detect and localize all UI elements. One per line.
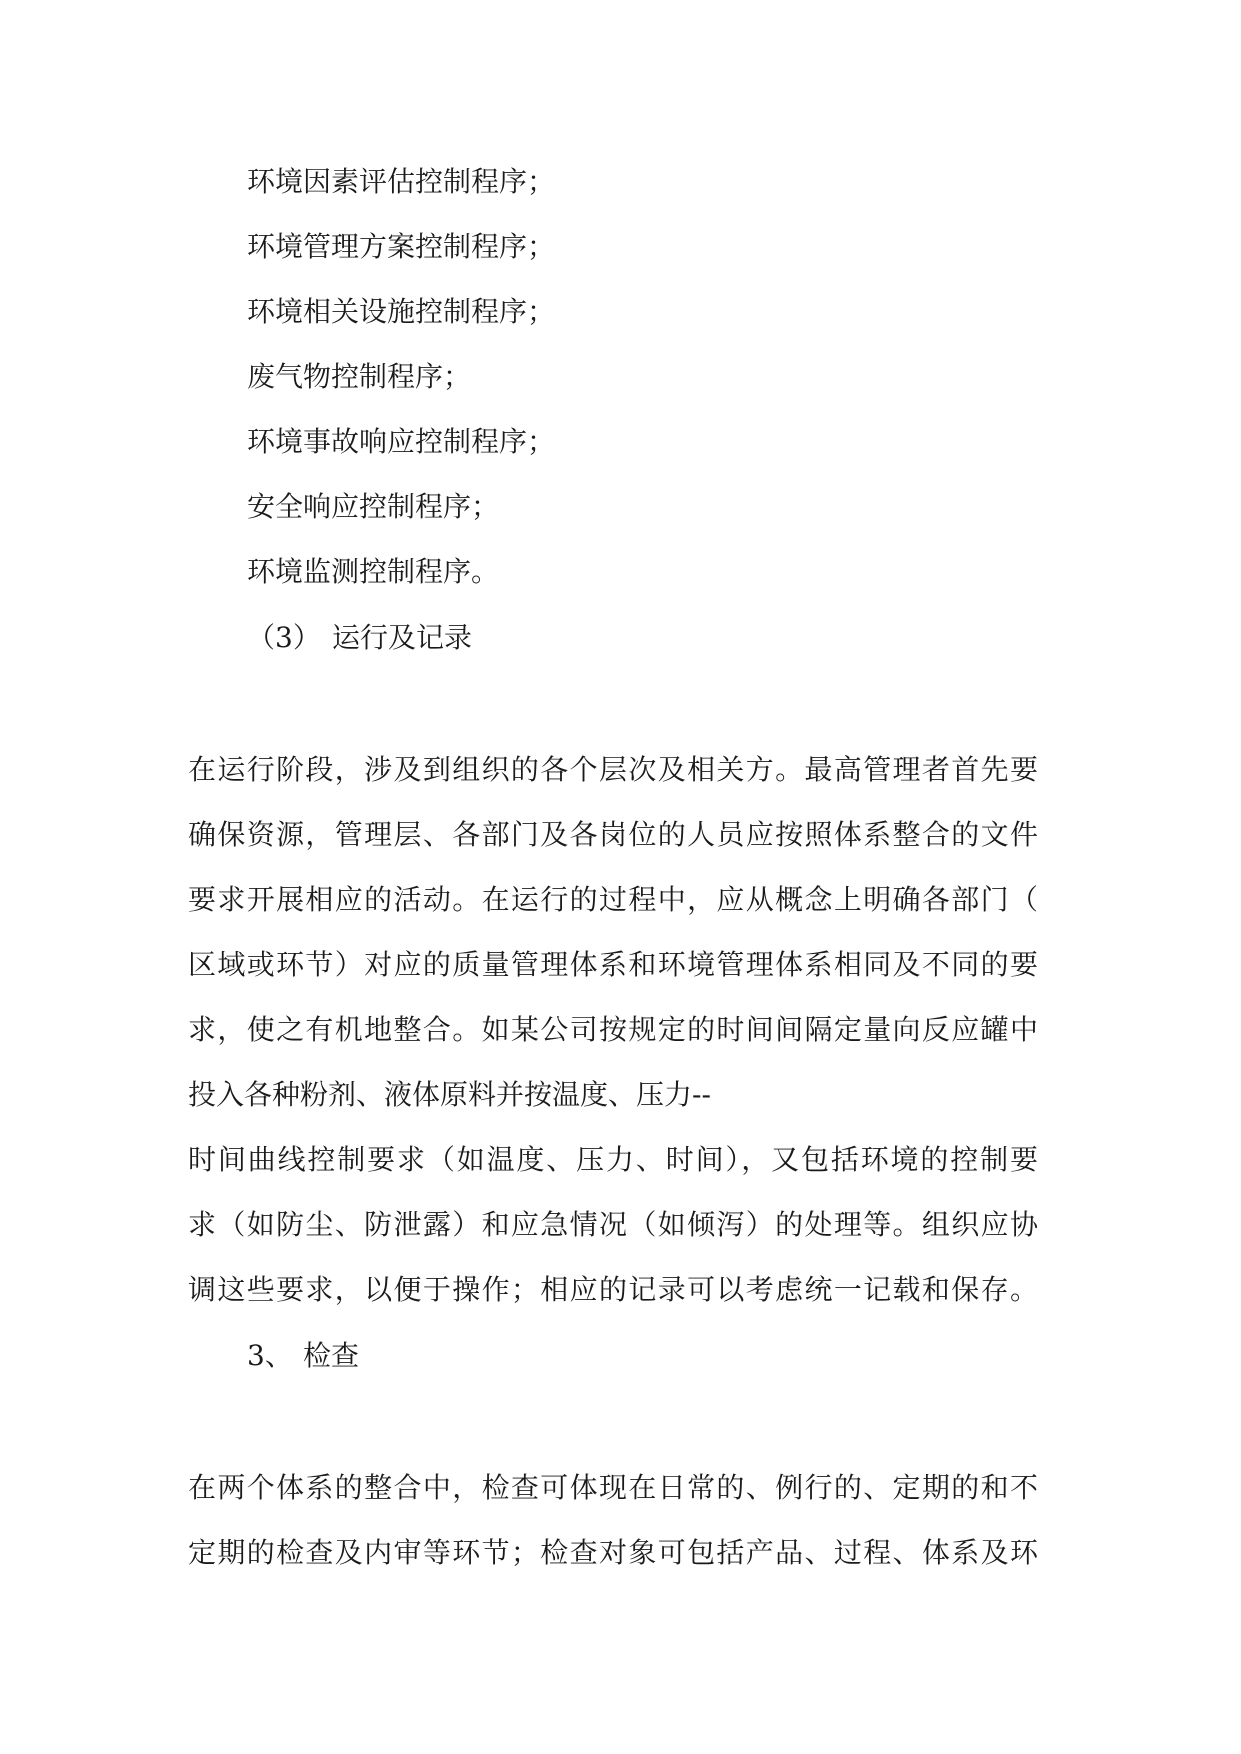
paragraph-line: 投入各种粉剂、液体原料并按温度、压力-- [188,1078,711,1111]
paragraph-line: 区域或环节）对应的质量管理体系和环境管理体系相同及不同的要 [188,948,1038,981]
list-item: 环境相关设施控制程序； [247,295,556,328]
paragraph-line: 求，使之有机地整合。如某公司按规定的时间间隔定量向反应罐中 [188,1013,1038,1046]
list-item: 环境监测控制程序。 [247,555,500,588]
paragraph-line: 求（如防尘、防泄露）和应急情况（如倾泻）的处理等。组织应协 [188,1208,1038,1241]
section-title: 运行及记录 [332,621,473,654]
paragraph-line: 调这些要求，以便于操作；相应的记录可以考虑统一记载和保存。 [188,1273,1038,1306]
list-item: 环境因素评估控制程序； [247,165,556,198]
section-number: （3） [247,621,321,654]
list-item: 环境事故响应控制程序； [247,425,556,458]
paragraph-line: 要求开展相应的活动。在运行的过程中，应从概念上明确各部门（ [188,883,1038,916]
paragraph-line: 在运行阶段，涉及到组织的各个层次及相关方。最高管理者首先要 [188,753,1038,786]
paragraph-line: 时间曲线控制要求（如温度、压力、时间），又包括环境的控制要 [188,1143,1038,1176]
paragraph-line: 确保资源，管理层、各部门及各岗位的人员应按照体系整合的文件 [188,818,1038,851]
paragraph-line: 定期的检查及内审等环节；检查对象可包括产品、过程、体系及环 [188,1536,1038,1569]
paragraph-line: 在两个体系的整合中，检查可体现在日常的、例行的、定期的和不 [188,1471,1038,1504]
list-item: 废气物控制程序； [247,360,472,393]
list-item: 安全响应控制程序； [247,490,500,523]
list-item: 环境管理方案控制程序； [247,230,556,263]
section-number: 3、 [247,1339,293,1372]
section-title: 检查 [303,1339,360,1372]
